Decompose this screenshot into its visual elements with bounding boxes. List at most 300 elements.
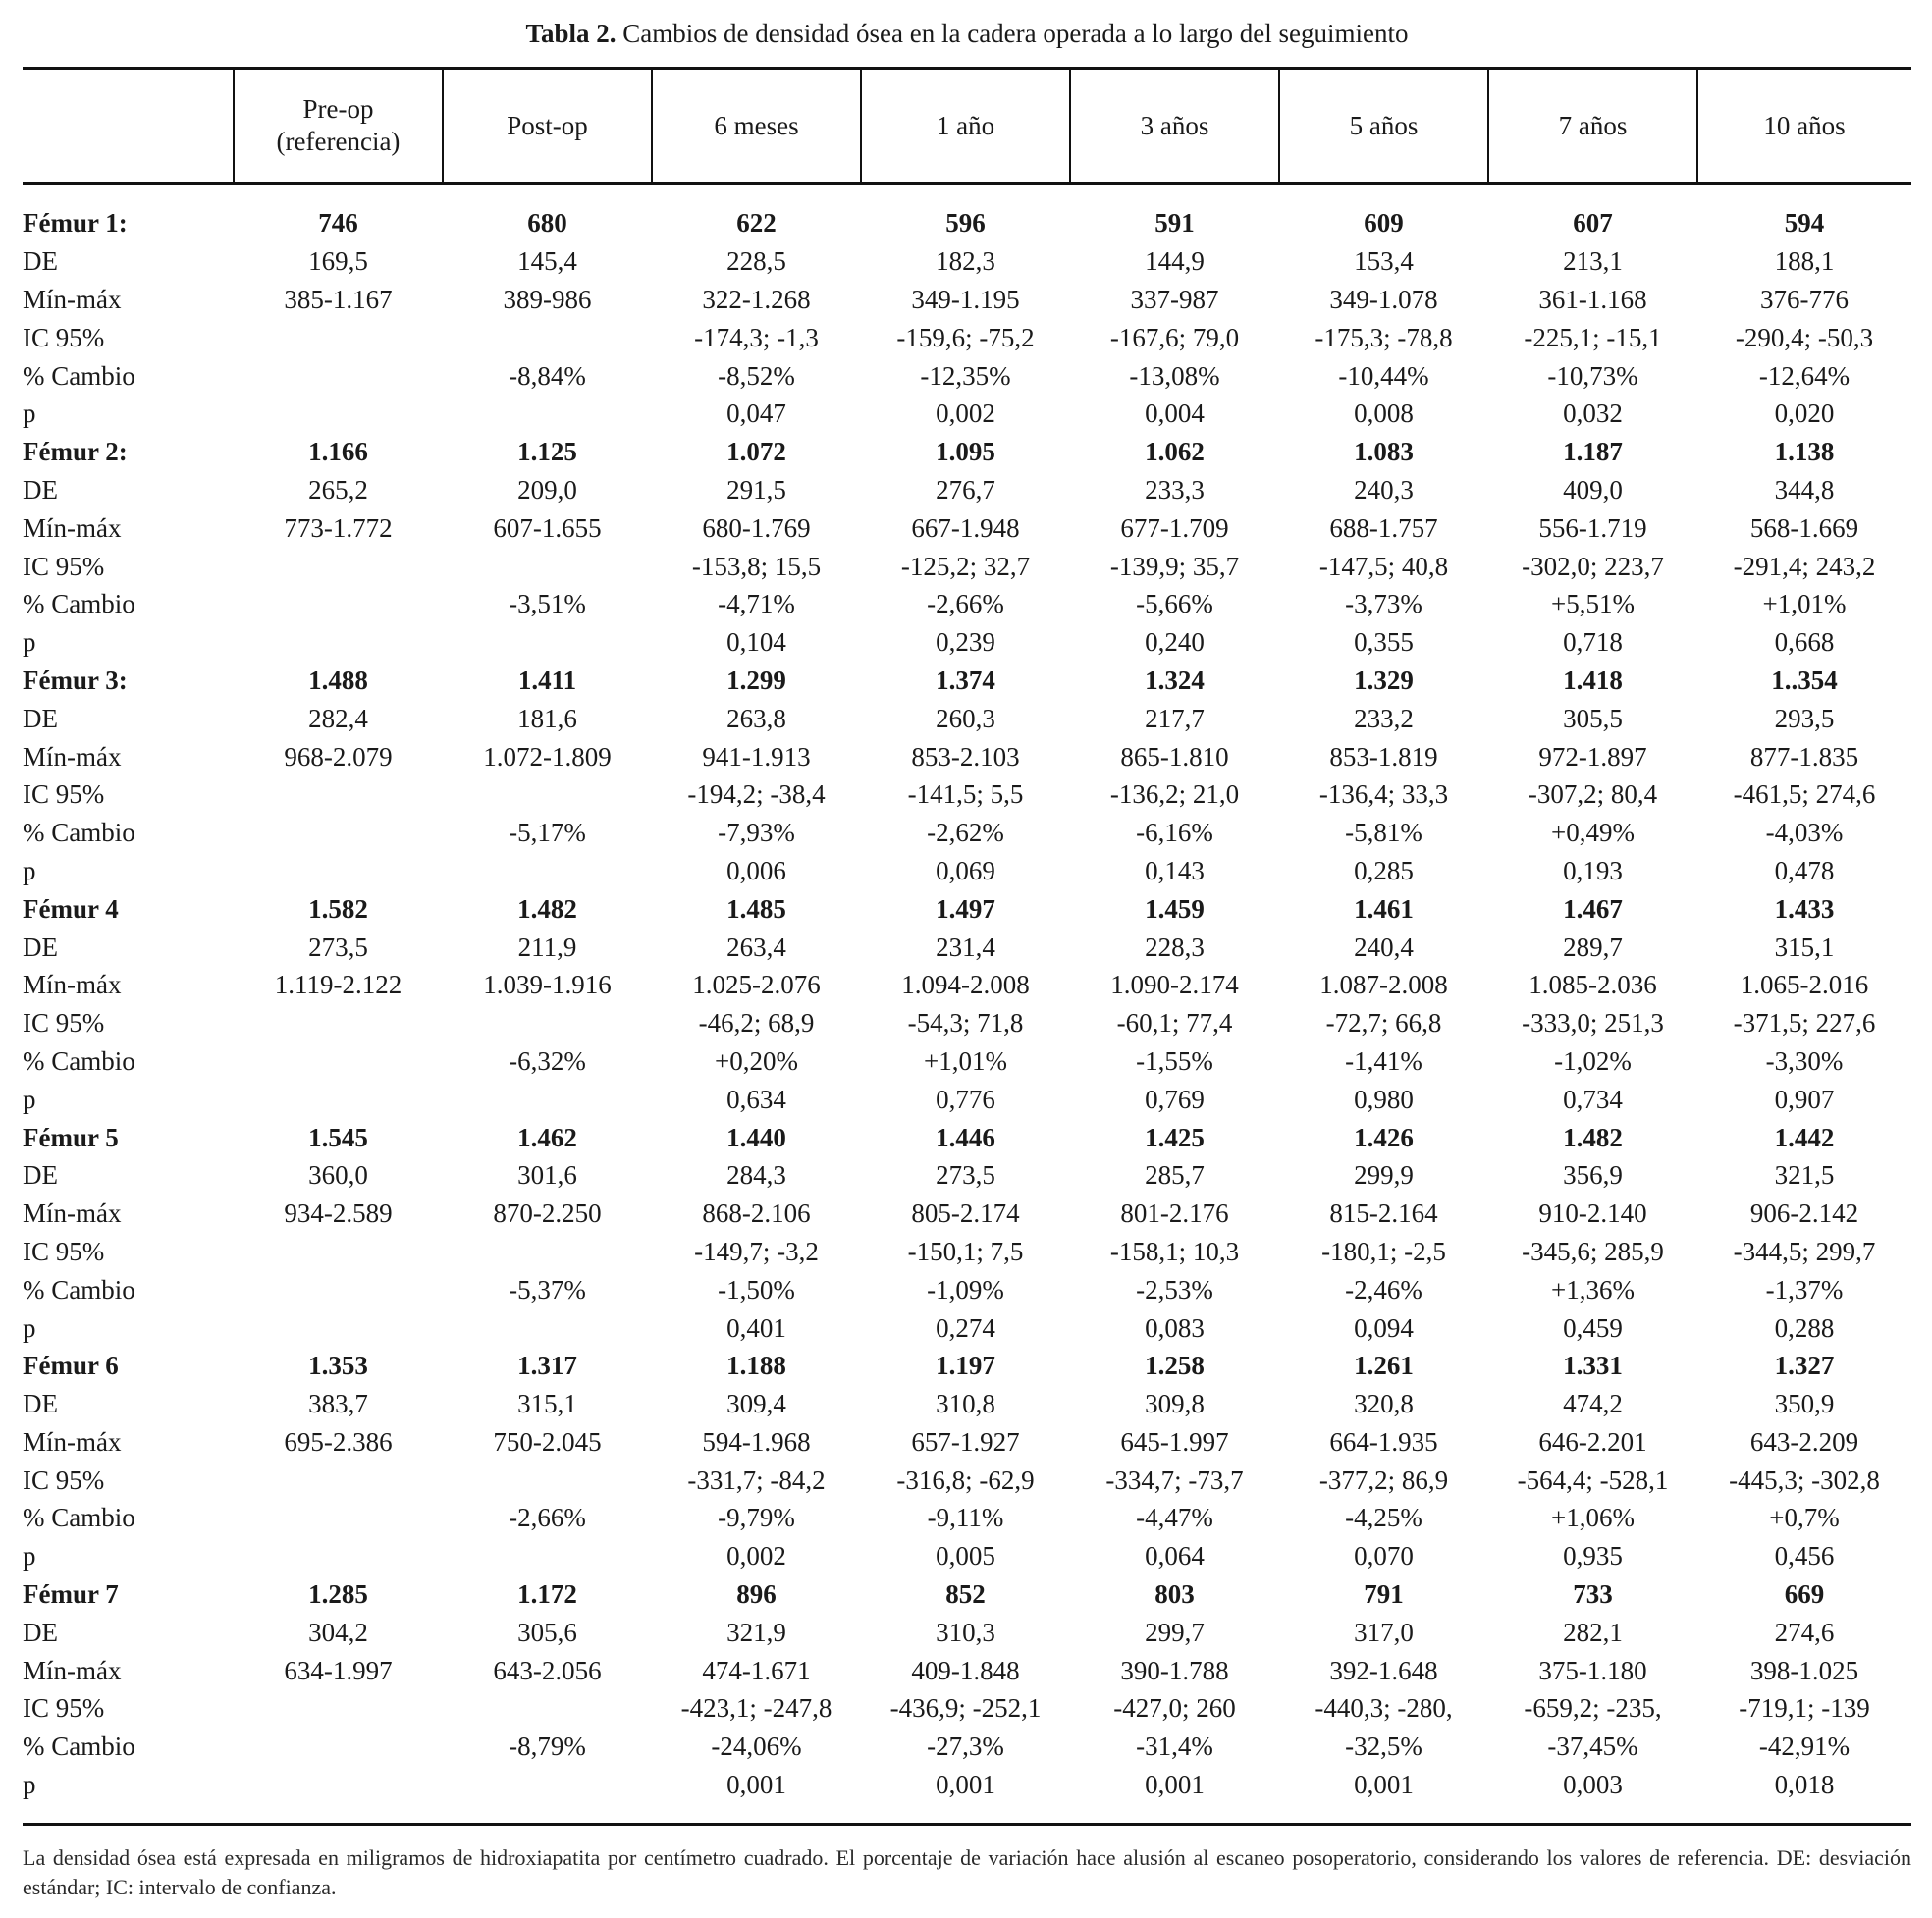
table-cell: 301,6 (517, 1160, 577, 1191)
table-cell: +0,20% (715, 1045, 798, 1076)
table-cell: 1.062 (1145, 437, 1205, 467)
table-cell: 317,0 (1354, 1617, 1414, 1647)
table-cell: 360,0 (308, 1160, 368, 1191)
table-cell: 0,004 (1145, 399, 1205, 429)
table-row (23, 814, 1911, 852)
table-cell: -316,8; -62,9 (896, 1465, 1035, 1495)
table-cell: -13,08% (1129, 360, 1220, 391)
data-table (23, 204, 1911, 1803)
table-cell (443, 1004, 652, 1042)
table-cell: -159,6; -75,2 (896, 322, 1035, 352)
table-cell: -4,71% (718, 589, 795, 619)
table-cell: 896 (736, 1579, 777, 1610)
table-cell: 934-2.589 (284, 1199, 393, 1229)
table-cell: 733 (1573, 1579, 1613, 1610)
table-cell: 305,5 (1563, 703, 1623, 733)
row-label: p (23, 855, 36, 885)
table-cell: 169,5 (308, 246, 368, 277)
group-header-row (23, 889, 1911, 928)
group-name: Fémur 4 (23, 893, 119, 924)
table-cell: 1.461 (1354, 893, 1414, 924)
row-label: Mín-máx (23, 970, 122, 1000)
table-row (23, 1385, 1911, 1423)
row-label: p (23, 1770, 36, 1800)
table-cell: 0,003 (1563, 1770, 1623, 1800)
table-cell: 0,980 (1354, 1084, 1414, 1114)
table-cell: -291,4; 243,2 (1733, 551, 1876, 581)
table-cell: 657-1.927 (911, 1426, 1020, 1457)
table-cell: -440,3; -280, (1315, 1693, 1453, 1724)
table-cell (234, 852, 443, 890)
table-cell: -141,5; 5,5 (907, 779, 1024, 810)
table-cell: 0,083 (1145, 1312, 1205, 1343)
table-cell: 181,6 (517, 703, 577, 733)
table-cell: 568-1.669 (1749, 512, 1859, 543)
column-header (1488, 70, 1697, 182)
table-cell: 746 (318, 208, 358, 239)
table-cell: -1,09% (927, 1274, 1004, 1305)
table-cell: -4,03% (1765, 818, 1844, 848)
table-cell: -461,5; 274,6 (1733, 779, 1876, 810)
group-name: Fémur 2: (23, 437, 128, 467)
table-cell: 0,069 (936, 855, 995, 885)
table-cell: 385-1.167 (284, 284, 393, 314)
table-cell (443, 1766, 652, 1804)
table-cell: 1.187 (1563, 437, 1623, 467)
table-cell: 322-1.268 (702, 284, 811, 314)
table-cell: 0,288 (1774, 1312, 1835, 1343)
table-cell: -147,5; 40,8 (1318, 551, 1449, 581)
table-cell: 228,3 (1145, 932, 1205, 962)
table-cell: 1.462 (517, 1122, 577, 1152)
table-cell: 0,478 (1774, 855, 1835, 885)
group-header-row (23, 433, 1911, 471)
table-cell: 1.426 (1354, 1122, 1414, 1152)
table-cell: 0,456 (1774, 1541, 1835, 1572)
table-cell: 680 (527, 208, 567, 239)
row-label: Mín-máx (23, 1655, 122, 1685)
table-cell: 0,668 (1774, 627, 1835, 658)
table-cell: 594 (1784, 208, 1825, 239)
table-cell: 968-2.079 (284, 741, 393, 772)
table-cell: 607 (1573, 208, 1613, 239)
table-cell: 0,002 (726, 1541, 786, 1572)
table-cell: 773-1.772 (284, 512, 393, 543)
row-label: % Cambio (23, 1274, 135, 1305)
table-cell: 144,9 (1145, 246, 1205, 277)
table-cell: 1.497 (936, 893, 995, 924)
table-cell: -10,44% (1338, 360, 1429, 391)
table-cell: -175,3; -78,8 (1315, 322, 1453, 352)
table-cell: -42,91% (1758, 1732, 1851, 1762)
table-cell: +1,01% (924, 1045, 1007, 1076)
table-cell: -344,5; 299,7 (1733, 1236, 1876, 1266)
table-cell: -2,53% (1136, 1274, 1213, 1305)
table-cell: 1.065-2.016 (1740, 970, 1869, 1000)
group-header-row (23, 1575, 1911, 1614)
row-label: DE (23, 932, 58, 962)
table-cell (234, 814, 443, 852)
table-cell: 153,4 (1354, 246, 1414, 277)
table-cell: 376-776 (1760, 284, 1849, 314)
table-cell (234, 585, 443, 623)
table-row (23, 1461, 1911, 1499)
table-row (23, 737, 1911, 775)
table-row (23, 928, 1911, 966)
table-cell: 1.329 (1354, 665, 1414, 695)
table-cell: 409,0 (1563, 474, 1623, 505)
table-cell: -2,66% (509, 1503, 586, 1533)
table-cell: 310,8 (936, 1389, 995, 1419)
table-cell: 0,008 (1354, 399, 1414, 429)
table-cell: 791 (1364, 1579, 1404, 1610)
table-cell: 1.317 (517, 1351, 577, 1381)
table-cell: 211,9 (517, 932, 577, 962)
row-label: Mín-máx (23, 284, 122, 314)
table-cell: 233,2 (1354, 703, 1414, 733)
table-cell: -659,2; -235, (1524, 1693, 1662, 1724)
group-name: Fémur 3: (23, 665, 128, 695)
table-cell: 240,4 (1354, 932, 1414, 962)
table-cell (443, 395, 652, 433)
table-cell: -54,3; 71,8 (907, 1008, 1024, 1039)
table-cell (234, 356, 443, 395)
table-cell: 1.433 (1774, 893, 1835, 924)
table-cell (234, 1766, 443, 1804)
table-cell: 260,3 (936, 703, 995, 733)
table-cell: -136,2; 21,0 (1109, 779, 1240, 810)
table-cell: 1.482 (1563, 1122, 1623, 1152)
table-cell: 0,274 (936, 1312, 995, 1343)
table-cell: 1.261 (1354, 1351, 1414, 1381)
group-header-row (23, 662, 1911, 700)
table-cell (443, 852, 652, 890)
table-cell: -371,5; 227,6 (1733, 1008, 1876, 1039)
row-label: IC 95% (23, 779, 105, 810)
table-cell: -194,2; -38,4 (687, 779, 826, 810)
table-cell: 228,5 (726, 246, 786, 277)
column-header (1070, 70, 1279, 182)
row-label: p (23, 1084, 36, 1114)
table-cell: 409-1.848 (911, 1655, 1020, 1685)
table-cell: 231,4 (936, 932, 995, 962)
table-cell: 361-1.168 (1538, 284, 1647, 314)
table-cell: 1.085-2.036 (1529, 970, 1657, 1000)
group-header-row (23, 1118, 1911, 1156)
column-header-label: 7 años (1558, 110, 1628, 140)
table-cell: -158,1; 10,3 (1109, 1236, 1240, 1266)
table-cell: -719,1; -139 (1739, 1693, 1870, 1724)
table-cell: -8,79% (509, 1732, 586, 1762)
table-row (23, 1423, 1911, 1462)
table-row (23, 547, 1911, 585)
row-label: % Cambio (23, 1045, 135, 1076)
table-cell: -1,41% (1345, 1045, 1422, 1076)
column-header-label: Pre-op (302, 94, 374, 124)
table-cell: 853-1.819 (1329, 741, 1438, 772)
table-row (23, 1270, 1911, 1308)
table-cell: +0,7% (1769, 1503, 1840, 1533)
table-cell: 274,6 (1774, 1617, 1835, 1647)
table-cell: 344,8 (1774, 474, 1835, 505)
table-cell: 680-1.769 (702, 512, 811, 543)
table-cell: 398-1.025 (1749, 1655, 1859, 1685)
table-cell: 265,2 (308, 474, 368, 505)
row-label: p (23, 399, 36, 429)
table-cell: 145,4 (517, 246, 577, 277)
row-label: % Cambio (23, 818, 135, 848)
table-cell: 0,006 (726, 855, 786, 885)
table-cell: 0,143 (1145, 855, 1205, 885)
table-cell: 1.095 (936, 437, 995, 467)
table-cell: -8,52% (718, 360, 795, 391)
table-cell: -1,55% (1136, 1045, 1213, 1076)
table-cell: 474,2 (1563, 1389, 1623, 1419)
table-cell: 321,5 (1774, 1160, 1835, 1191)
table-cell: 596 (945, 208, 986, 239)
table-cell: 1.467 (1563, 893, 1623, 924)
table-cell: 0,020 (1774, 399, 1835, 429)
group-header-row (23, 204, 1911, 242)
table-cell: 643-2.056 (493, 1655, 602, 1685)
table-cell (443, 318, 652, 356)
table-cell: 392-1.648 (1329, 1655, 1438, 1685)
table-cell: 1.545 (308, 1122, 368, 1152)
row-label: DE (23, 1617, 58, 1647)
table-cell: 677-1.709 (1120, 512, 1229, 543)
table-cell: -423,1; -247,8 (680, 1693, 832, 1724)
table-cell: 1.138 (1774, 437, 1835, 467)
table-cell: 350,9 (1774, 1389, 1835, 1419)
table-cell (234, 775, 443, 814)
group-name: Fémur 7 (23, 1579, 119, 1610)
table-cell: 1.285 (308, 1579, 368, 1610)
table-cell: 0,935 (1563, 1541, 1623, 1572)
table-row (23, 1651, 1911, 1689)
row-label: IC 95% (23, 322, 105, 352)
table-cell: 1..354 (1771, 665, 1838, 695)
table-cell: 1.459 (1145, 893, 1205, 924)
table-cell: -290,4; -50,3 (1735, 322, 1874, 352)
table-cell: 1.119-2.122 (274, 970, 402, 1000)
table-cell: 389-986 (503, 284, 592, 314)
table-cell: -345,6; 285,9 (1522, 1236, 1664, 1266)
table-row (23, 1004, 1911, 1042)
table-cell: -9,11% (927, 1503, 1004, 1533)
table-cell: -3,73% (1345, 589, 1422, 619)
table-cell: 1.425 (1145, 1122, 1205, 1152)
table-cell (234, 1270, 443, 1308)
table-cell: 1.039-1.916 (483, 970, 612, 1000)
group-name: Fémur 6 (23, 1351, 119, 1381)
table-cell: 0,104 (726, 627, 786, 658)
row-label: % Cambio (23, 1732, 135, 1762)
table-cell: 1.083 (1354, 437, 1414, 467)
table-cell (443, 1080, 652, 1118)
group-header-row (23, 1347, 1911, 1385)
table-cell: -7,93% (718, 818, 795, 848)
table-cell: -5,66% (1136, 589, 1213, 619)
table-cell: 0,018 (1774, 1770, 1835, 1800)
row-label: DE (23, 474, 58, 505)
row-label: IC 95% (23, 551, 105, 581)
table-row (23, 395, 1911, 433)
table-cell: -31,4% (1136, 1732, 1213, 1762)
table-cell: -377,2; 86,9 (1318, 1465, 1449, 1495)
table-cell: 217,7 (1145, 703, 1205, 733)
row-label: p (23, 1312, 36, 1343)
table-cell: 349-1.195 (911, 284, 1020, 314)
group-name: Fémur 1: (23, 208, 128, 239)
table-cell: 1.482 (517, 893, 577, 924)
table-caption: Cambios de densidad ósea en la cadera operada a lo largo del seguimiento (622, 19, 1409, 48)
table-cell (443, 1308, 652, 1347)
table-cell: -60,1; 77,4 (1116, 1008, 1233, 1039)
table-cell (234, 1080, 443, 1118)
table-cell: 321,9 (726, 1617, 786, 1647)
table-cell: 1.072-1.809 (483, 741, 612, 772)
table-cell: 0,239 (936, 627, 995, 658)
table-cell: 852 (945, 1579, 986, 1610)
table-cell: 609 (1364, 208, 1404, 239)
table-cell: 805-2.174 (911, 1199, 1020, 1229)
row-label: Mín-máx (23, 512, 122, 543)
table-cell: 1.446 (936, 1122, 995, 1152)
table-cell: 815-2.164 (1329, 1199, 1438, 1229)
table-cell: 309,8 (1145, 1389, 1205, 1419)
table-cell: 315,1 (517, 1389, 577, 1419)
table-cell: 1.087-2.008 (1319, 970, 1448, 1000)
table-row (23, 1156, 1911, 1195)
table-cell: 1.090-2.174 (1110, 970, 1239, 1000)
table-row (23, 1080, 1911, 1118)
row-label: DE (23, 703, 58, 733)
table-cell: 375-1.180 (1538, 1655, 1647, 1685)
table-cell: 299,7 (1145, 1617, 1205, 1647)
table-cell: 868-2.106 (702, 1199, 811, 1229)
table-cell: 299,9 (1354, 1160, 1414, 1191)
table-cell: 1.072 (726, 437, 786, 467)
table-cell: -167,6; 79,0 (1109, 322, 1240, 352)
table-cell (234, 1537, 443, 1575)
table-cell: 1.324 (1145, 665, 1205, 695)
table-cell: 310,3 (936, 1617, 995, 1647)
table-cell: -2,62% (927, 818, 1004, 848)
table-row (23, 318, 1911, 356)
table-cell: 390-1.788 (1120, 1655, 1229, 1685)
table-cell: 309,4 (726, 1389, 786, 1419)
row-label: Mín-máx (23, 1426, 122, 1457)
table-cell: 273,5 (936, 1160, 995, 1191)
table-cell: -5,37% (509, 1274, 586, 1305)
table-cell: 669 (1784, 1579, 1825, 1610)
row-label: % Cambio (23, 1503, 135, 1533)
row-label: IC 95% (23, 1693, 105, 1724)
row-label: Mín-máx (23, 741, 122, 772)
table-cell: 1.411 (517, 665, 577, 695)
table-cell: 1.025-2.076 (692, 970, 821, 1000)
table-cell: 750-2.045 (493, 1426, 602, 1457)
bottom-rule (23, 1823, 1911, 1826)
table-cell: 0,734 (1563, 1084, 1623, 1114)
table-row (23, 1233, 1911, 1271)
table-cell: -46,2; 68,9 (698, 1008, 815, 1039)
table-cell: -180,1; -2,5 (1321, 1236, 1446, 1266)
table-cell: 0,634 (726, 1084, 786, 1114)
table-cell: -436,9; -252,1 (889, 1693, 1042, 1724)
table-cell: 1.440 (726, 1122, 786, 1152)
table-cell: 0,047 (726, 399, 786, 429)
table-cell: 0,094 (1354, 1312, 1414, 1343)
column-header (652, 70, 861, 182)
table-row (23, 1689, 1911, 1728)
table-cell: -72,7; 66,8 (1325, 1008, 1442, 1039)
table-cell: 240,3 (1354, 474, 1414, 505)
table-cell: -427,0; 260 (1113, 1693, 1236, 1724)
table-cell: -2,46% (1345, 1274, 1422, 1305)
row-label: DE (23, 1389, 58, 1419)
table-cell: 1.299 (726, 665, 786, 695)
table-cell: 645-1.997 (1120, 1426, 1229, 1457)
table-cell: -12,35% (920, 360, 1011, 391)
table-cell: 0,002 (936, 399, 995, 429)
table-cell: 556-1.719 (1538, 512, 1647, 543)
column-header-label: Post-op (507, 110, 588, 140)
column-header-label: 6 meses (714, 110, 799, 140)
row-label: DE (23, 1160, 58, 1191)
table-cell: 1.488 (308, 665, 368, 695)
table-row (23, 1728, 1911, 1766)
row-label: % Cambio (23, 360, 135, 391)
table-number: Tabla 2. (525, 19, 617, 48)
table-cell: +5,51% (1551, 589, 1635, 619)
table-cell: 293,5 (1774, 703, 1835, 733)
table-cell (443, 547, 652, 585)
table-cell: 282,4 (308, 703, 368, 733)
table-cell: 0,240 (1145, 627, 1205, 658)
table-cell: 0,769 (1145, 1084, 1205, 1114)
table-cell: 305,6 (517, 1617, 577, 1647)
table-cell: 284,3 (726, 1160, 786, 1191)
table-cell: 1.125 (517, 437, 577, 467)
table-cell: -302,0; 223,7 (1522, 551, 1664, 581)
table-cell: -2,66% (927, 589, 1004, 619)
table-cell: -9,79% (718, 1503, 795, 1533)
table-cell: -1,50% (718, 1274, 795, 1305)
table-cell: 865-1.810 (1120, 741, 1229, 772)
table-cell: 0,459 (1563, 1312, 1623, 1343)
table-row (23, 966, 1911, 1004)
table-cell: 209,0 (517, 474, 577, 505)
column-header-label: 3 años (1140, 110, 1209, 140)
table-cell: 304,2 (308, 1617, 368, 1647)
table-cell: 941-1.913 (702, 741, 811, 772)
table-cell: 646-2.201 (1538, 1426, 1647, 1457)
table-cell: 1.331 (1563, 1351, 1623, 1381)
table-cell (234, 318, 443, 356)
row-label: p (23, 1541, 36, 1572)
column-header (861, 70, 1070, 182)
table-cell: -333,0; 251,3 (1522, 1008, 1664, 1039)
table-cell: -3,51% (509, 589, 586, 619)
table-row (23, 471, 1911, 509)
table-cell: 289,7 (1563, 932, 1623, 962)
table-row (23, 356, 1911, 395)
table-cell: 285,7 (1145, 1160, 1205, 1191)
column-header (234, 70, 443, 182)
table-cell: 801-2.176 (1120, 1199, 1229, 1229)
table-cell: 0,064 (1145, 1541, 1205, 1572)
